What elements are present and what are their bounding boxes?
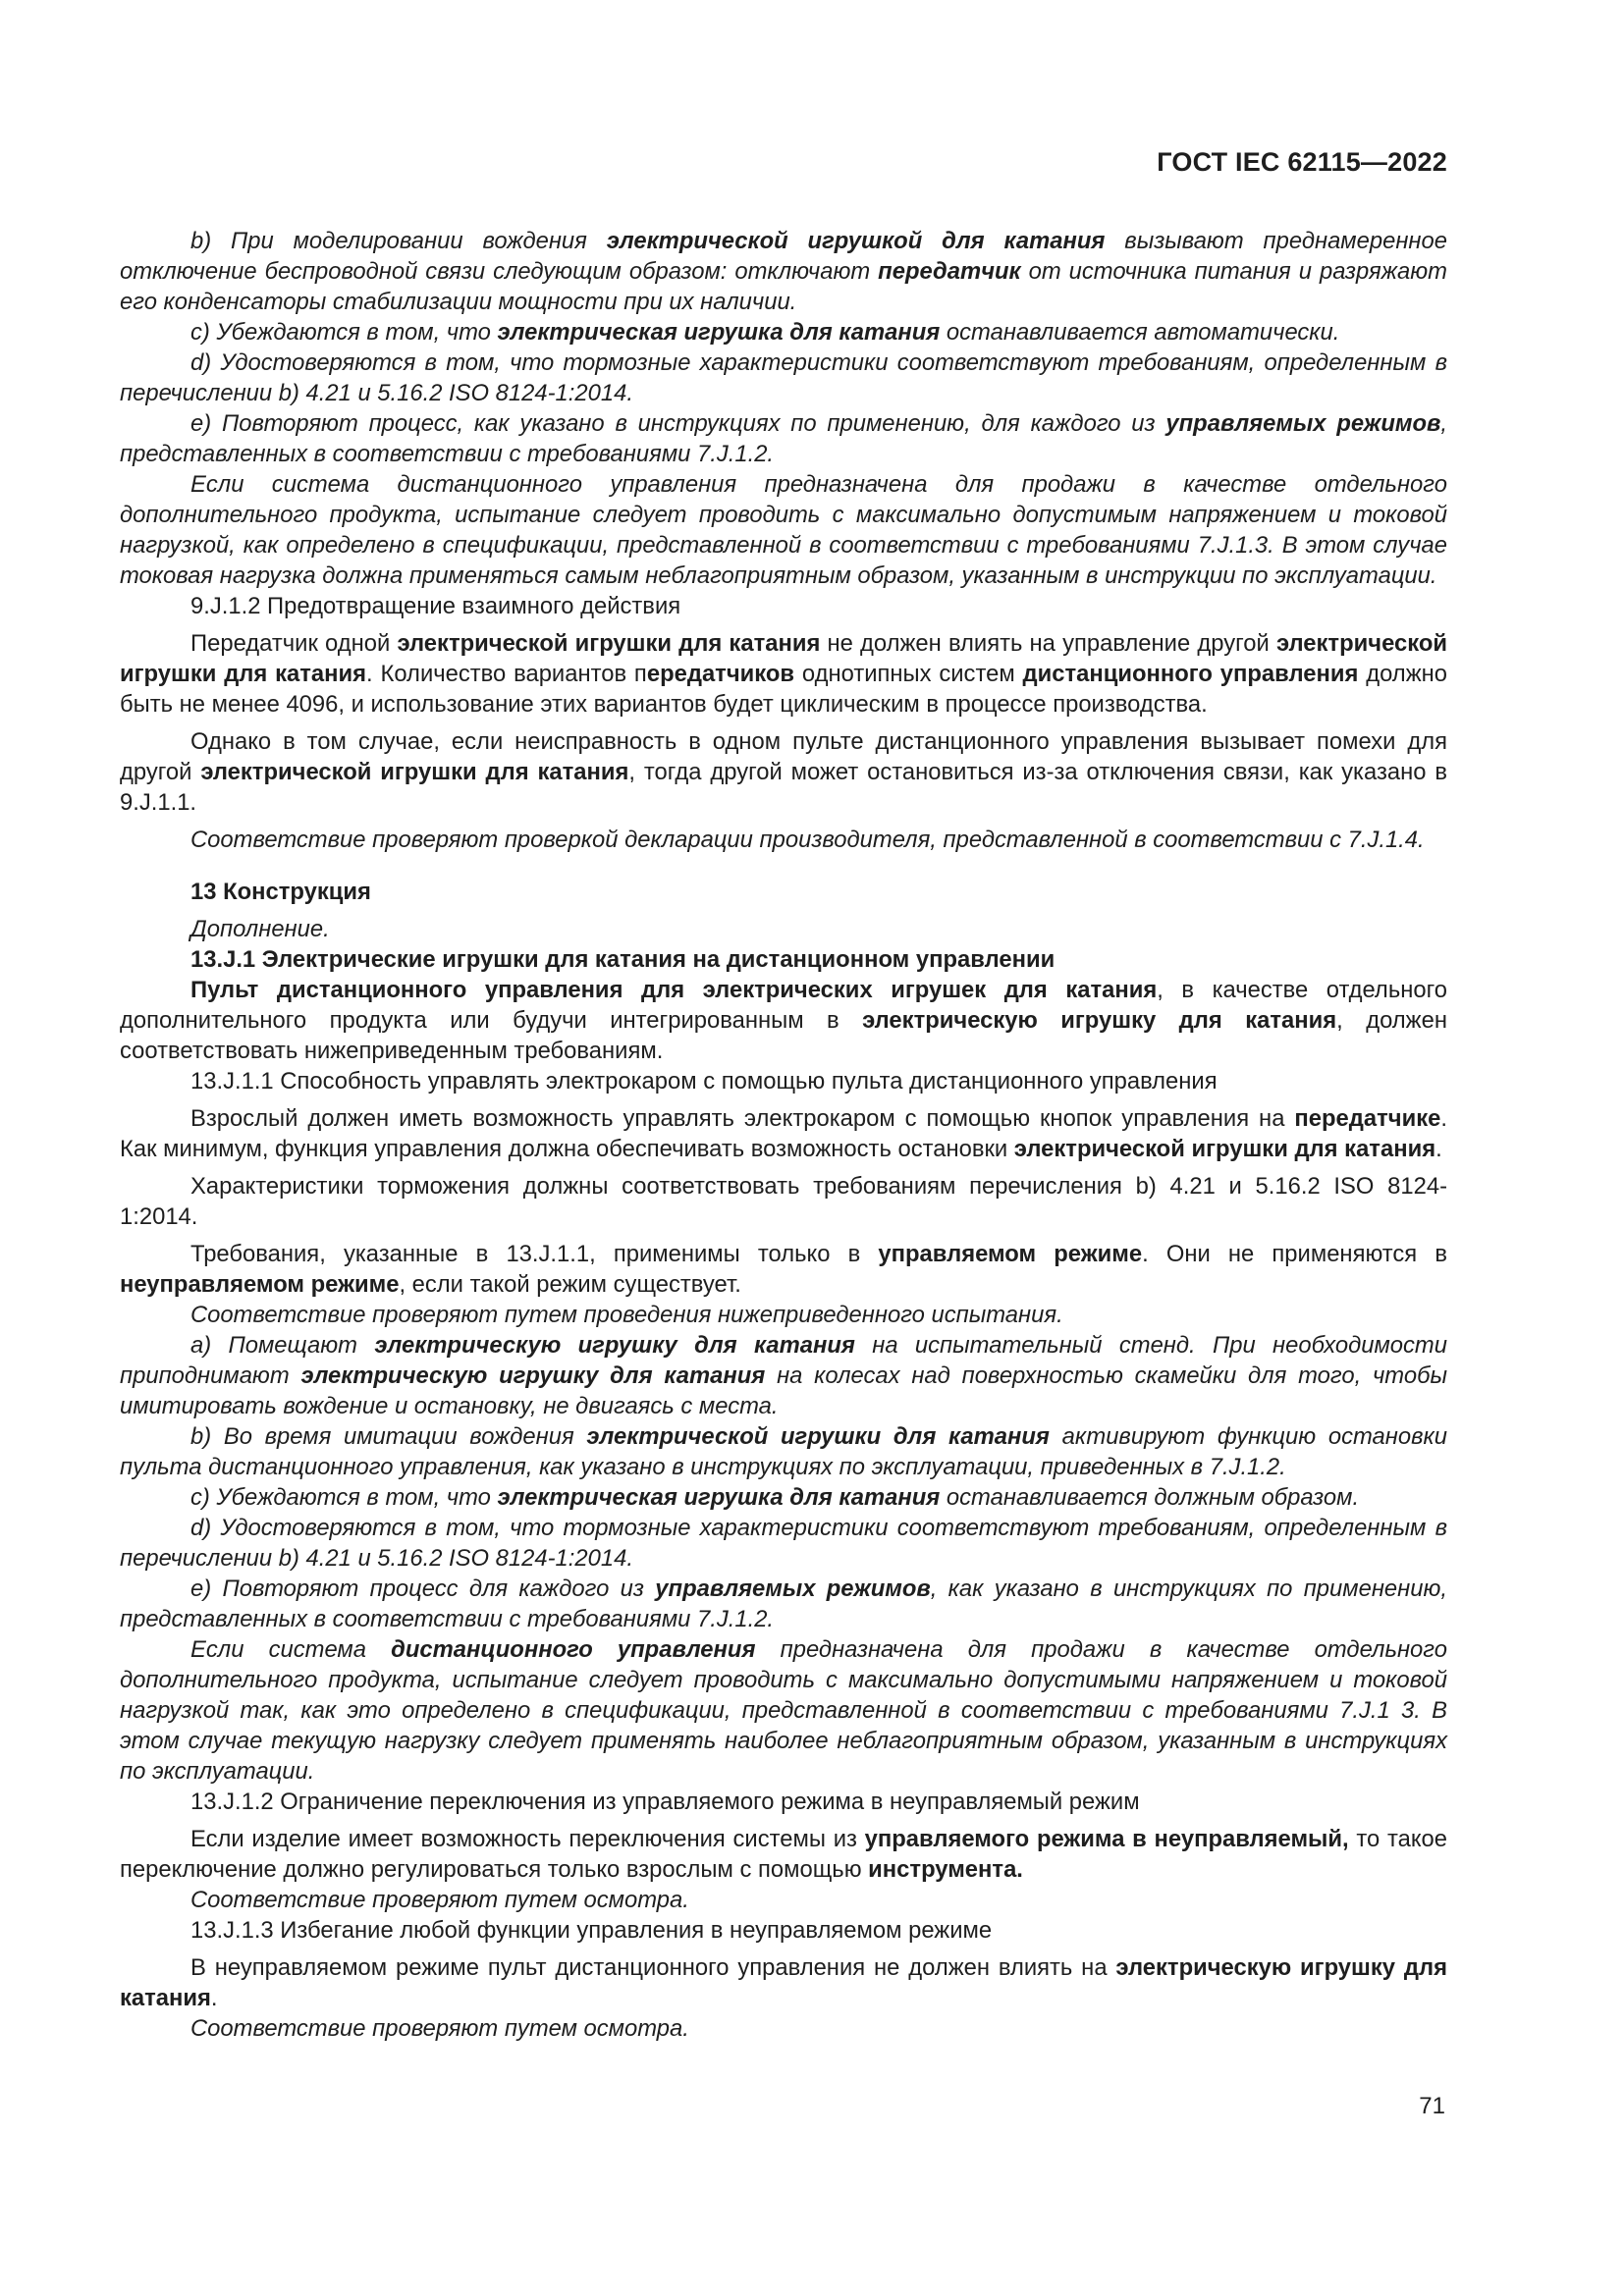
text-run: электрической игрушки для катания	[120, 630, 1447, 687]
page-number: 71	[1419, 2093, 1445, 2119]
clause-13-j-1-3-title	[120, 1915, 1447, 1946]
clause-13-j-1-title	[120, 944, 1447, 975]
text-run: 9.J.1.2 Предотвращение взаимного действия	[190, 593, 681, 619]
text-run: e) Повторяют процесс, как указано в инструкциях по применению, для каждого из	[190, 410, 1166, 437]
test-step-c	[120, 1482, 1447, 1513]
text-run: , если такой режим существует.	[399, 1271, 741, 1298]
text-run: 13 Конструкция	[190, 879, 371, 905]
text-run: управляемого режима в неуправляемый,	[864, 1826, 1349, 1852]
text-run: . Как минимум, функция управления должна обеспечивать возможность остановки	[120, 1105, 1447, 1162]
clause-13-j-1-2-title	[120, 1787, 1447, 1817]
text-run: Если изделие имеет возможность переключения системы из	[190, 1826, 865, 1852]
text-run: неуправляемом режиме	[120, 1271, 400, 1298]
clause-13-j-1-2-text	[120, 1824, 1447, 1885]
text-run: электрической игрушки для катания	[586, 1423, 1050, 1450]
text-run: дистанционного управления	[391, 1636, 756, 1663]
text-run: , в качестве отдельного дополнительного продукта или будучи интегрированным в	[120, 977, 1447, 1034]
text-run: электрическую игрушку для катания	[374, 1332, 855, 1359]
text-run: электрической игрушки для катания	[1013, 1136, 1436, 1162]
text-run: электрическая игрушка для катания	[497, 319, 941, 346]
text-run: e) Повторяют процесс для каждого из	[190, 1575, 656, 1602]
clause-13-j-1-1-text	[120, 1103, 1447, 1164]
clause-13-j-1-text	[120, 975, 1447, 1066]
text-run: b) Во время имитации вождения	[190, 1423, 587, 1450]
compliance-inspection-2	[120, 2013, 1447, 2044]
note-remote-separate-product	[120, 1634, 1447, 1787]
text-run: 13.J.1.2 Ограничение переключения из управляемого режима в неуправляемый режим	[190, 1789, 1140, 1815]
note-separate-product	[120, 469, 1447, 591]
braking-characteristics	[120, 1171, 1447, 1232]
compliance-test	[120, 1300, 1447, 1330]
text-run: , представленных в соответствии с требованиями 7.J.1.2.	[120, 410, 1447, 467]
text-run: вызывают преднамеренное отключение беспроводной связи следующим образом: отключают	[120, 228, 1447, 285]
text-run: В неуправляемом режиме пульт дистанционного управления не должен влиять на	[190, 1954, 1116, 1981]
text-run: управляемых режимов	[1165, 410, 1441, 437]
test-step-b	[120, 1421, 1447, 1482]
text-run: .	[210, 1985, 218, 2011]
clause-9-j-1-2-text	[120, 628, 1447, 720]
addition-label	[120, 914, 1447, 944]
text-run: Передатчик одной	[190, 630, 398, 657]
clause-13-j-1-3-text	[120, 1952, 1447, 2013]
item-e-repeat	[120, 408, 1447, 469]
text-run: , как указано в инструкциях по применению, представленных в соответствии с требованиями 7.J.1.2.	[120, 1575, 1447, 1632]
text-run: управляемых режимов	[655, 1575, 931, 1602]
text-run: предназначена для продажи в качестве отдельного дополнительного продукта, испытание следует проводить с максимально допустимыми напряжением и токовой нагрузкой так, как это определено в спецификации, представленной в соответствии с требованиями 7.J.1 3. В этом случае текущую нагрузку следует применять наиболее неблагоприятным образом, указанным в инструкциях по эксплуатации.	[120, 1636, 1447, 1785]
item-d-braking	[120, 347, 1447, 408]
text-run: Если система дистанционного управления предназначена для продажи в качестве отдельного дополнительного продукта, испытание следует проводить с максимально допустимым напряжением и токовой нагрузкой, как определено в спецификации, представленной в соответствии с требованиями 7.J.1.3. В этом случае токовая нагрузка должна применяться самым неблагоприятным образом, указанным в инструкции по эксплуатации.	[120, 471, 1447, 589]
text-run: , тогда другой может остановиться из-за отключения связи, как указано в 9.J.1.1.	[120, 759, 1447, 816]
text-run: останавливается должным образом.	[940, 1484, 1360, 1511]
document-header: ГОСТ IEC 62115—2022	[1157, 147, 1447, 177]
text-run: останавливается автоматически.	[940, 319, 1340, 346]
text-run: . Количество вариантов п	[366, 661, 647, 687]
text-run: от источника питания и разряжают его конденсаторы стабилизации мощности при их наличии.	[120, 258, 1447, 315]
text-run: на колесах над поверхностью скамейки для того, чтобы имитировать вождение и остановку, не двигаясь с места.	[120, 1362, 1447, 1419]
text-run: электрической игрушки для катания	[200, 759, 629, 785]
text-run: дистанционного управления	[1022, 661, 1359, 687]
text-run: должно быть не менее 4096, и использование этих вариантов будет циклическим в процессе производства.	[120, 661, 1447, 718]
section-13-title	[120, 877, 1447, 907]
item-b-wireless-disconnect	[120, 226, 1447, 317]
text-run: 13.J.1 Электрические игрушки для катания на дистанционном управлении	[190, 946, 1056, 973]
text-run: на испытательный стенд. При необходимости приподнимают	[120, 1332, 1447, 1389]
text-run: однотипных систем	[794, 661, 1023, 687]
text-run: электрическая игрушка для катания	[497, 1484, 941, 1511]
text-run: 13.J.1.3 Избегание любой функции управления в неуправляемом режиме	[190, 1917, 993, 1944]
text-run: Соответствие проверяют путем осмотра.	[190, 2015, 689, 2042]
text-run: Если система	[190, 1636, 392, 1663]
clause-13-j-1-1-title	[120, 1066, 1447, 1096]
text-run: то такое переключение должно регулироваться только взрослым с помощью	[120, 1826, 1447, 1883]
text-run: управляемом режиме	[878, 1241, 1143, 1267]
text-run: .	[1435, 1136, 1442, 1162]
text-run: передатчик	[878, 258, 1021, 285]
text-run: d) Удостоверяются в том, что тормозные характеристики соответствуют требованиям, определенным в перечислении b) 4.21 и 5.16.2 ISO 8124-1:2014.	[120, 349, 1447, 406]
test-step-e	[120, 1574, 1447, 1634]
text-run: электрическую игрушку для катания	[862, 1007, 1337, 1034]
text-run: инструмента.	[868, 1856, 1023, 1883]
clause-9-j-1-2-title	[120, 591, 1447, 621]
text-run: 13.J.1.1 Способность управлять электрокаром с помощью пульта дистанционного управления	[190, 1068, 1218, 1095]
text-run: b) При моделировании вождения	[190, 228, 607, 254]
text-run: . Они не применяются в	[1142, 1241, 1447, 1267]
text-run: Взрослый должен иметь возможность управлять электрокаром с помощью кнопок управления на	[190, 1105, 1295, 1132]
text-run: электрическую игрушку для катания	[300, 1362, 766, 1389]
text-run: , должен соответствовать нижеприведенным требованиям.	[120, 1007, 1447, 1064]
requirements-applicability	[120, 1239, 1447, 1300]
text-run: Соответствие проверяют проверкой декларации производителя, представленной в соответствии с 7.J.1.4.	[190, 827, 1425, 853]
text-run: Соответствие проверяют путем проведения нижеприведенного испытания.	[190, 1302, 1063, 1328]
text-run: Характеристики торможения должны соответствовать требованиям перечисления b) 4.21 и 5.16.2 ISO 8124-1:2014.	[120, 1173, 1447, 1230]
text-run: Соответствие проверяют путем осмотра.	[190, 1887, 689, 1913]
text-run: a) Помещают	[190, 1332, 375, 1359]
compliance-declaration	[120, 825, 1447, 855]
text-run: активируют функцию остановки пульта дистанционного управления, как указано в инструкциях по эксплуатации, приведенных в 7.J.1.2.	[120, 1423, 1447, 1480]
clause-9-j-1-2-malfunction	[120, 726, 1447, 818]
text-run: Требования, указанные в 13.J.1.1, применимы только в	[190, 1241, 879, 1267]
test-step-a	[120, 1330, 1447, 1421]
text-run: Однако в том случае, если неисправность в одном пульте дистанционного управления вызывает помехи для другой	[120, 728, 1447, 785]
text-run: d) Удостоверяются в том, что тормозные характеристики соответствуют требованиям, определенным в перечислении b) 4.21 и 5.16.2 ISO 8124-1:2014.	[120, 1515, 1447, 1572]
text-run: c) Убеждаются в том, что	[190, 319, 498, 346]
text-run: передатчике	[1294, 1105, 1441, 1132]
text-run: ередатчиков	[646, 661, 795, 687]
test-step-d	[120, 1513, 1447, 1574]
item-c-auto-stop	[120, 317, 1447, 347]
text-run: Дополнение.	[190, 916, 330, 942]
text-run: Пульт дистанционного управления для электрических игрушек для катания	[190, 977, 1158, 1003]
text-run: не должен влиять на управление другой	[820, 630, 1276, 657]
compliance-inspection-1	[120, 1885, 1447, 1915]
document-body	[120, 226, 1447, 2044]
text-run: электрической игрушки для катания	[397, 630, 821, 657]
text-run: электрической игрушкой для катания	[606, 228, 1106, 254]
text-run: электрическую игрушку для катания	[120, 1954, 1447, 2011]
text-run: c) Убеждаются в том, что	[190, 1484, 498, 1511]
